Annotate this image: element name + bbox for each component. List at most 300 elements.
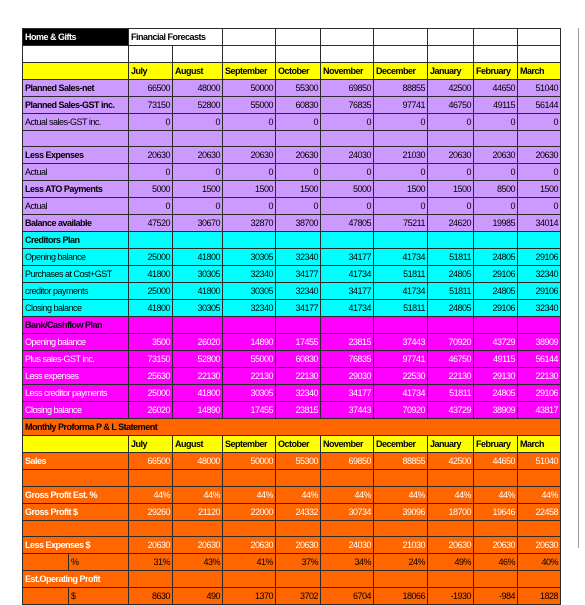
value-cell[interactable]: 34014 [518, 215, 561, 232]
value-cell[interactable]: 1500 [428, 181, 474, 198]
row-label[interactable] [23, 470, 129, 487]
value-cell[interactable] [173, 571, 223, 588]
value-cell[interactable] [129, 520, 173, 537]
value-cell[interactable]: 41800 [173, 283, 223, 300]
value-cell[interactable]: 1500 [276, 181, 321, 198]
empty-cell[interactable] [223, 29, 276, 46]
value-cell[interactable]: 17455 [223, 402, 276, 419]
value-cell[interactable]: 29106 [474, 266, 518, 283]
value-cell[interactable]: 70920 [428, 334, 474, 351]
value-cell[interactable]: 20630 [276, 537, 321, 554]
value-cell[interactable]: 0 [129, 164, 173, 181]
value-cell[interactable] [129, 470, 173, 487]
value-cell[interactable]: 19646 [474, 503, 518, 520]
value-cell[interactable]: 30305 [173, 266, 223, 283]
value-cell[interactable]: 0 [276, 113, 321, 130]
value-cell[interactable]: 22458 [518, 503, 561, 520]
value-cell[interactable]: 88855 [374, 453, 428, 470]
value-cell[interactable] [518, 520, 561, 537]
value-cell[interactable]: 34177 [321, 283, 374, 300]
value-cell[interactable]: 73150 [129, 351, 173, 368]
value-cell[interactable]: 51811 [374, 300, 428, 317]
value-cell[interactable] [129, 130, 173, 147]
value-cell[interactable]: 38700 [276, 215, 321, 232]
value-cell[interactable]: 6704 [321, 588, 374, 605]
month-header-december[interactable]: December [374, 436, 428, 453]
value-cell[interactable] [374, 46, 428, 63]
value-cell[interactable]: 44650 [474, 79, 518, 96]
value-cell[interactable]: 24805 [428, 300, 474, 317]
value-cell[interactable]: 32340 [276, 283, 321, 300]
value-cell[interactable]: 18066 [374, 588, 428, 605]
row-label[interactable] [23, 520, 129, 537]
value-cell[interactable] [129, 317, 173, 334]
row-label[interactable]: Less Expenses $ [23, 537, 129, 554]
empty-cell[interactable] [276, 29, 321, 46]
value-cell[interactable]: 25000 [129, 283, 173, 300]
value-cell[interactable]: 51811 [428, 249, 474, 266]
value-cell[interactable]: 29130 [474, 368, 518, 385]
value-cell[interactable]: 88855 [374, 79, 428, 96]
value-cell[interactable]: 5000 [129, 181, 173, 198]
value-cell[interactable]: 34% [321, 554, 374, 571]
value-cell[interactable]: 24% [374, 554, 428, 571]
value-cell[interactable]: 30670 [173, 215, 223, 232]
row-label[interactable]: Less Expenses [23, 147, 129, 164]
month-header-february[interactable]: February [474, 436, 518, 453]
value-cell[interactable]: 30305 [223, 385, 276, 402]
value-cell[interactable] [428, 130, 474, 147]
value-cell[interactable]: 0 [428, 113, 474, 130]
value-cell[interactable]: 51811 [428, 283, 474, 300]
value-cell[interactable] [518, 470, 561, 487]
value-cell[interactable]: 20630 [129, 537, 173, 554]
value-cell[interactable]: 22000 [223, 503, 276, 520]
value-cell[interactable]: 0 [321, 113, 374, 130]
value-cell[interactable]: 30305 [223, 283, 276, 300]
value-cell[interactable]: 46750 [428, 351, 474, 368]
value-cell[interactable]: 3702 [276, 588, 321, 605]
company-name-cell[interactable]: Home & Gifts [23, 29, 129, 46]
value-cell[interactable] [374, 317, 428, 334]
value-cell[interactable]: 26020 [129, 402, 173, 419]
row-label[interactable]: Actual sales-GST inc. [23, 113, 129, 130]
value-cell[interactable]: 20630 [518, 537, 561, 554]
value-cell[interactable]: 0 [474, 164, 518, 181]
label-cell[interactable] [23, 436, 129, 453]
value-cell[interactable]: 20630 [518, 147, 561, 164]
value-cell[interactable] [428, 46, 474, 63]
value-cell[interactable]: 41800 [129, 300, 173, 317]
value-cell[interactable]: 20630 [428, 147, 474, 164]
value-cell[interactable] [223, 46, 276, 63]
value-cell[interactable]: 0 [428, 198, 474, 215]
value-cell[interactable]: 14890 [223, 334, 276, 351]
value-cell[interactable]: 0 [276, 164, 321, 181]
value-cell[interactable]: -1930 [428, 588, 474, 605]
value-cell[interactable]: 42500 [428, 79, 474, 96]
value-cell[interactable]: 21030 [374, 147, 428, 164]
value-cell[interactable]: 50000 [223, 79, 276, 96]
value-cell[interactable]: 29260 [129, 503, 173, 520]
value-cell[interactable] [374, 470, 428, 487]
value-cell[interactable]: 66500 [129, 453, 173, 470]
value-cell[interactable]: 51811 [428, 385, 474, 402]
value-cell[interactable] [321, 46, 374, 63]
value-cell[interactable]: 46% [474, 554, 518, 571]
month-header-july[interactable]: July [129, 62, 173, 79]
row-label[interactable]: Gross Profit Est. % [23, 486, 129, 503]
value-cell[interactable]: 1500 [223, 181, 276, 198]
month-header-november[interactable]: November [321, 62, 374, 79]
value-cell[interactable]: 56144 [518, 351, 561, 368]
value-cell[interactable]: 52800 [173, 96, 223, 113]
value-cell[interactable] [474, 317, 518, 334]
row-label[interactable]: Bank/Cashflow Plan [23, 317, 129, 334]
value-cell[interactable]: 17455 [276, 334, 321, 351]
value-cell[interactable]: 20630 [223, 147, 276, 164]
month-header-august[interactable]: August [173, 436, 223, 453]
value-cell[interactable] [276, 470, 321, 487]
row-label[interactable]: Actual [23, 164, 129, 181]
value-cell[interactable] [173, 470, 223, 487]
value-cell[interactable]: 22130 [276, 368, 321, 385]
value-cell[interactable]: 32340 [223, 300, 276, 317]
value-cell[interactable]: 23815 [321, 334, 374, 351]
value-cell[interactable]: 38909 [518, 334, 561, 351]
row-label[interactable]: Plus sales-GST inc. [23, 351, 129, 368]
value-cell[interactable] [321, 232, 374, 249]
empty-cell[interactable] [518, 29, 561, 46]
value-cell[interactable]: 0 [129, 198, 173, 215]
value-cell[interactable]: 60830 [276, 96, 321, 113]
value-cell[interactable]: 44% [374, 486, 428, 503]
value-cell[interactable]: 43729 [474, 334, 518, 351]
row-label[interactable]: Planned Sales-net [23, 79, 129, 96]
value-cell[interactable] [129, 46, 173, 63]
value-cell[interactable]: 24805 [474, 249, 518, 266]
row-label[interactable]: Closing balance [23, 300, 129, 317]
value-cell[interactable]: 0 [276, 198, 321, 215]
value-cell[interactable]: 40% [518, 554, 561, 571]
value-cell[interactable]: 22130 [518, 368, 561, 385]
value-cell[interactable]: 44% [518, 486, 561, 503]
label-cell[interactable] [23, 554, 69, 571]
value-cell[interactable]: 37% [276, 554, 321, 571]
value-cell[interactable]: 32340 [223, 266, 276, 283]
value-cell[interactable] [321, 470, 374, 487]
value-cell[interactable]: 1370 [223, 588, 276, 605]
value-cell[interactable]: 69850 [321, 453, 374, 470]
value-cell[interactable]: 0 [223, 198, 276, 215]
value-cell[interactable]: 30305 [173, 300, 223, 317]
value-cell[interactable]: 38909 [474, 402, 518, 419]
value-cell[interactable]: 41734 [321, 266, 374, 283]
value-cell[interactable] [374, 130, 428, 147]
value-cell[interactable]: 24030 [321, 147, 374, 164]
value-cell[interactable]: 41800 [173, 249, 223, 266]
value-cell[interactable]: 41% [223, 554, 276, 571]
value-cell[interactable]: -984 [474, 588, 518, 605]
value-cell[interactable]: 0 [374, 198, 428, 215]
value-cell[interactable]: 0 [223, 113, 276, 130]
value-cell[interactable]: 73150 [129, 96, 173, 113]
month-header-august[interactable]: August [173, 62, 223, 79]
value-cell[interactable]: 34177 [321, 249, 374, 266]
value-cell[interactable]: 1828 [518, 588, 561, 605]
label-cell[interactable] [23, 588, 69, 605]
value-cell[interactable]: 56144 [518, 96, 561, 113]
month-header-november[interactable]: November [321, 436, 374, 453]
value-cell[interactable]: 44% [321, 486, 374, 503]
value-cell[interactable] [129, 571, 173, 588]
value-cell[interactable] [428, 470, 474, 487]
month-header-january[interactable]: January [428, 436, 474, 453]
month-header-march[interactable]: March [518, 62, 561, 79]
value-cell[interactable] [129, 232, 173, 249]
value-cell[interactable]: 29030 [321, 368, 374, 385]
value-cell[interactable]: 34177 [321, 385, 374, 402]
value-cell[interactable] [428, 571, 474, 588]
value-cell[interactable]: 34177 [276, 266, 321, 283]
value-cell[interactable]: 97741 [374, 96, 428, 113]
value-cell[interactable]: 14890 [173, 402, 223, 419]
row-label[interactable]: Less ATO Payments [23, 181, 129, 198]
value-cell[interactable]: 51040 [518, 79, 561, 96]
value-cell[interactable]: 43729 [428, 402, 474, 419]
value-cell[interactable]: 48000 [173, 79, 223, 96]
value-cell[interactable] [374, 232, 428, 249]
value-cell[interactable]: 55000 [223, 351, 276, 368]
value-cell[interactable]: 0 [223, 164, 276, 181]
value-cell[interactable] [474, 46, 518, 63]
value-cell[interactable] [173, 317, 223, 334]
value-cell[interactable]: 37443 [321, 402, 374, 419]
value-cell[interactable]: 37443 [374, 334, 428, 351]
month-header-february[interactable]: February [474, 62, 518, 79]
row-label[interactable]: creditor payments [23, 283, 129, 300]
value-cell[interactable]: 55000 [223, 96, 276, 113]
month-header-january[interactable]: January [428, 62, 474, 79]
value-cell[interactable]: 18700 [428, 503, 474, 520]
label-cell[interactable] [23, 62, 129, 79]
value-cell[interactable]: 8500 [474, 181, 518, 198]
value-cell[interactable]: 24620 [428, 215, 474, 232]
value-cell[interactable]: 44% [474, 486, 518, 503]
row-label[interactable] [23, 130, 129, 147]
value-cell[interactable] [173, 46, 223, 63]
sheet-title-cell[interactable]: Financial Forecasts [129, 29, 223, 46]
month-header-october[interactable]: October [276, 62, 321, 79]
value-cell[interactable]: 0 [518, 113, 561, 130]
value-cell[interactable] [518, 130, 561, 147]
value-cell[interactable]: 0 [474, 198, 518, 215]
value-cell[interactable]: 0 [173, 113, 223, 130]
row-label[interactable]: Planned Sales-GST inc. [23, 96, 129, 113]
value-cell[interactable]: 0 [374, 164, 428, 181]
value-cell[interactable] [321, 317, 374, 334]
value-cell[interactable] [428, 232, 474, 249]
value-cell[interactable]: 1500 [374, 181, 428, 198]
value-cell[interactable]: 44% [129, 486, 173, 503]
value-cell[interactable]: 32870 [223, 215, 276, 232]
value-cell[interactable]: 44% [223, 486, 276, 503]
value-cell[interactable]: 0 [518, 164, 561, 181]
value-cell[interactable]: 44650 [474, 453, 518, 470]
value-cell[interactable] [374, 520, 428, 537]
value-cell[interactable] [173, 130, 223, 147]
empty-cell[interactable] [321, 29, 374, 46]
value-cell[interactable] [321, 130, 374, 147]
value-cell[interactable]: 49115 [474, 96, 518, 113]
value-cell[interactable] [173, 520, 223, 537]
value-cell[interactable]: 47520 [129, 215, 173, 232]
value-cell[interactable]: 32340 [276, 249, 321, 266]
month-header-september[interactable]: September [223, 62, 276, 79]
month-header-december[interactable]: December [374, 62, 428, 79]
row-label[interactable]: Less expenses [23, 368, 129, 385]
value-cell[interactable]: 22130 [173, 368, 223, 385]
value-cell[interactable]: 22130 [223, 368, 276, 385]
value-cell[interactable]: 24805 [474, 283, 518, 300]
value-cell[interactable]: 52800 [173, 351, 223, 368]
value-cell[interactable]: 29106 [518, 385, 561, 402]
value-cell[interactable]: 31% [129, 554, 173, 571]
value-cell[interactable]: 97741 [374, 351, 428, 368]
value-cell[interactable] [518, 46, 561, 63]
value-cell[interactable] [374, 571, 428, 588]
value-cell[interactable]: 1500 [518, 181, 561, 198]
value-cell[interactable]: 41734 [374, 385, 428, 402]
value-cell[interactable]: 29106 [474, 300, 518, 317]
value-cell[interactable]: 3500 [129, 334, 173, 351]
empty-cell[interactable] [374, 29, 428, 46]
row-label[interactable]: Sales [23, 453, 129, 470]
value-cell[interactable] [276, 571, 321, 588]
value-cell[interactable]: 30734 [321, 503, 374, 520]
value-cell[interactable]: 0 [518, 198, 561, 215]
value-cell[interactable]: 41734 [374, 283, 428, 300]
value-cell[interactable]: 20630 [223, 537, 276, 554]
value-cell[interactable] [474, 130, 518, 147]
value-cell[interactable] [276, 130, 321, 147]
value-cell[interactable] [276, 232, 321, 249]
value-cell[interactable]: 42500 [428, 453, 474, 470]
value-cell[interactable] [173, 232, 223, 249]
value-cell[interactable]: 32340 [276, 385, 321, 402]
value-cell[interactable] [474, 571, 518, 588]
empty-cell[interactable] [428, 29, 474, 46]
value-cell[interactable] [223, 232, 276, 249]
value-cell[interactable]: 22130 [428, 368, 474, 385]
value-cell[interactable]: 20630 [428, 537, 474, 554]
value-cell[interactable]: 490 [173, 588, 223, 605]
value-cell[interactable]: 26020 [173, 334, 223, 351]
value-cell[interactable]: 25000 [129, 249, 173, 266]
row-label[interactable]: Est.Operating Profit [23, 571, 129, 588]
value-cell[interactable] [223, 130, 276, 147]
value-cell[interactable]: 20630 [173, 537, 223, 554]
value-cell[interactable]: 20630 [173, 147, 223, 164]
value-cell[interactable] [276, 46, 321, 63]
value-cell[interactable]: 20630 [276, 147, 321, 164]
value-cell[interactable] [518, 571, 561, 588]
row-label[interactable]: Opening balance [23, 249, 129, 266]
value-cell[interactable]: 48000 [173, 453, 223, 470]
section-title-cell[interactable]: Monthly Proforma P & L Statement [23, 419, 561, 436]
row-label[interactable]: Less creditor payments [23, 385, 129, 402]
value-cell[interactable]: 0 [173, 198, 223, 215]
month-header-september[interactable]: September [223, 436, 276, 453]
value-cell[interactable]: 20630 [474, 147, 518, 164]
value-cell[interactable] [321, 520, 374, 537]
value-cell[interactable]: 25000 [129, 385, 173, 402]
empty-cell[interactable] [474, 29, 518, 46]
value-cell[interactable]: 60830 [276, 351, 321, 368]
value-cell[interactable] [223, 470, 276, 487]
value-cell[interactable]: 21030 [374, 537, 428, 554]
value-cell[interactable]: 24332 [276, 503, 321, 520]
value-cell[interactable]: 20630 [474, 537, 518, 554]
month-header-october[interactable]: October [276, 436, 321, 453]
month-header-july[interactable]: July [129, 436, 173, 453]
value-cell[interactable]: 43817 [518, 402, 561, 419]
value-cell[interactable]: 41734 [374, 249, 428, 266]
row-label[interactable]: Opening balance [23, 334, 129, 351]
value-cell[interactable]: 44% [428, 486, 474, 503]
value-cell[interactable]: 41800 [129, 266, 173, 283]
row-label[interactable]: $ [69, 588, 129, 605]
value-cell[interactable]: 76835 [321, 96, 374, 113]
value-cell[interactable]: 23815 [276, 402, 321, 419]
value-cell[interactable] [276, 317, 321, 334]
row-label[interactable]: Closing balance [23, 402, 129, 419]
value-cell[interactable] [474, 520, 518, 537]
value-cell[interactable]: 32340 [518, 266, 561, 283]
value-cell[interactable]: 47805 [321, 215, 374, 232]
value-cell[interactable] [321, 571, 374, 588]
value-cell[interactable]: 0 [474, 113, 518, 130]
value-cell[interactable] [223, 317, 276, 334]
value-cell[interactable]: 76835 [321, 351, 374, 368]
value-cell[interactable] [223, 571, 276, 588]
value-cell[interactable]: 0 [129, 113, 173, 130]
value-cell[interactable] [223, 520, 276, 537]
value-cell[interactable]: 49115 [474, 351, 518, 368]
value-cell[interactable]: 29106 [518, 249, 561, 266]
value-cell[interactable]: 50000 [223, 453, 276, 470]
value-cell[interactable] [518, 317, 561, 334]
value-cell[interactable] [474, 470, 518, 487]
value-cell[interactable]: 20630 [129, 147, 173, 164]
value-cell[interactable]: 44% [276, 486, 321, 503]
value-cell[interactable]: 19985 [474, 215, 518, 232]
value-cell[interactable]: 46750 [428, 96, 474, 113]
value-cell[interactable] [428, 317, 474, 334]
value-cell[interactable]: 55300 [276, 453, 321, 470]
value-cell[interactable]: 32340 [518, 300, 561, 317]
value-cell[interactable]: 66500 [129, 79, 173, 96]
value-cell[interactable]: 0 [321, 198, 374, 215]
value-cell[interactable]: 0 [374, 113, 428, 130]
value-cell[interactable] [474, 232, 518, 249]
value-cell[interactable]: 21120 [173, 503, 223, 520]
value-cell[interactable]: 29106 [518, 283, 561, 300]
value-cell[interactable]: 44% [173, 486, 223, 503]
value-cell[interactable]: 75211 [374, 215, 428, 232]
row-label[interactable]: Creditors Plan [23, 232, 129, 249]
value-cell[interactable]: 24805 [428, 266, 474, 283]
